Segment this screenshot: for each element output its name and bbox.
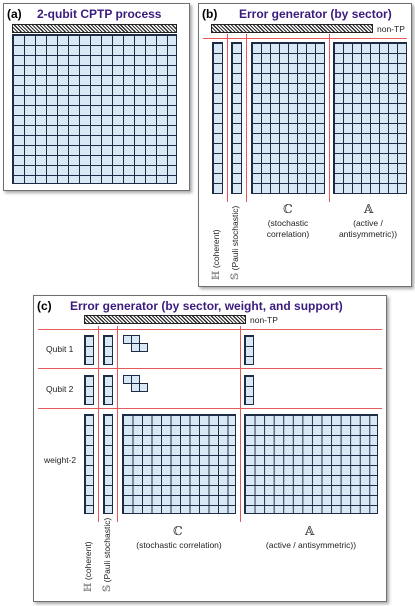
- w2-a-block: [244, 414, 378, 514]
- panel-b-divider-3: [329, 34, 330, 202]
- panel-b-c-symbol: ℂ: [283, 202, 293, 216]
- panel-b-a-block: [333, 42, 407, 194]
- q1-h-block: [84, 335, 94, 365]
- w2-s-column: [103, 414, 113, 514]
- s-label: (Pauli stochastic): [230, 205, 240, 271]
- row-label-qubit2: Qubit 2: [46, 384, 74, 394]
- panel-b: [198, 3, 412, 287]
- panel-b-divider-2: [246, 34, 247, 202]
- s-symbol: 𝕊: [230, 272, 241, 280]
- h-symbol: ℍ: [83, 582, 94, 592]
- panel-b-divider-1: [227, 34, 228, 202]
- h-symbol: ℍ: [211, 270, 222, 280]
- panel-b-nontp-label: non-TP: [377, 24, 405, 34]
- panel-b-h-column: [212, 42, 223, 194]
- panel-b-nontp-bar: [211, 24, 373, 33]
- panel-c-title: Error generator (by sector, weight, and support): [70, 299, 343, 313]
- panel-b-a-label: (active / antisymmetric)): [338, 218, 398, 239]
- s-label: (Pauli stochastic): [102, 517, 112, 583]
- w2-h-column: [84, 414, 94, 514]
- panel-c-nontp-label: non-TP: [250, 315, 278, 325]
- panel-a: [3, 3, 190, 191]
- panel-b-s-column: [231, 42, 242, 194]
- panel-b-c-label: (stochastic correlation): [266, 218, 310, 239]
- panel-c-c-symbol: ℂ: [173, 524, 183, 538]
- row-label-weight2: weight-2: [44, 455, 77, 465]
- panel-b-c-block: [251, 42, 325, 194]
- panel-c-hdivider-1: [38, 329, 382, 330]
- panel-b-title: Error generator (by sector): [239, 7, 392, 21]
- s-symbol: 𝕊: [102, 584, 113, 592]
- panel-c-label: (c): [37, 299, 52, 313]
- q2-h-block: [84, 375, 94, 405]
- panel-c-c-label: (stochastic correlation): [136, 540, 222, 550]
- panel-b-divider-h: [203, 38, 407, 39]
- panel-a-title: 2-qubit CPTP process: [37, 7, 162, 21]
- panel-b-a-symbol: 𝔸: [364, 202, 374, 216]
- q1-a-block: [244, 335, 254, 365]
- panel-c-s-axis-label: [102, 518, 113, 592]
- panel-c-vdivider-1: [98, 326, 99, 522]
- panel-c-hdivider-2: [38, 368, 382, 369]
- panel-c-a-label: (active / antisymmetric)): [265, 540, 357, 550]
- panel-c-vdivider-3: [240, 326, 241, 522]
- q2-c-cell: [139, 383, 148, 392]
- panel-c-vdivider-2: [117, 326, 118, 522]
- panel-b-h-axis-label: [211, 229, 222, 280]
- w2-c-block: [122, 414, 236, 514]
- q1-s-block: [103, 335, 113, 365]
- panel-c-h-axis-label: [83, 541, 94, 592]
- q1-c-cell: [139, 343, 148, 352]
- h-label: (coherent): [83, 541, 93, 581]
- panel-c: [33, 295, 387, 602]
- panel-b-s-axis-label: [230, 206, 241, 280]
- panel-c-nontp-bar: [84, 315, 246, 324]
- h-label: (coherent): [211, 229, 221, 269]
- panel-c-a-symbol: 𝔸: [305, 524, 315, 538]
- row-label-qubit1: Qubit 1: [46, 344, 74, 354]
- q2-s-block: [103, 375, 113, 405]
- panel-b-label: (b): [202, 7, 218, 21]
- q2-a-block: [244, 375, 254, 405]
- panel-c-hdivider-3: [38, 408, 382, 409]
- panel-a-process-grid: [12, 34, 177, 184]
- panel-a-label: (a): [7, 7, 22, 21]
- panel-a-nontp-bar: [12, 24, 177, 33]
